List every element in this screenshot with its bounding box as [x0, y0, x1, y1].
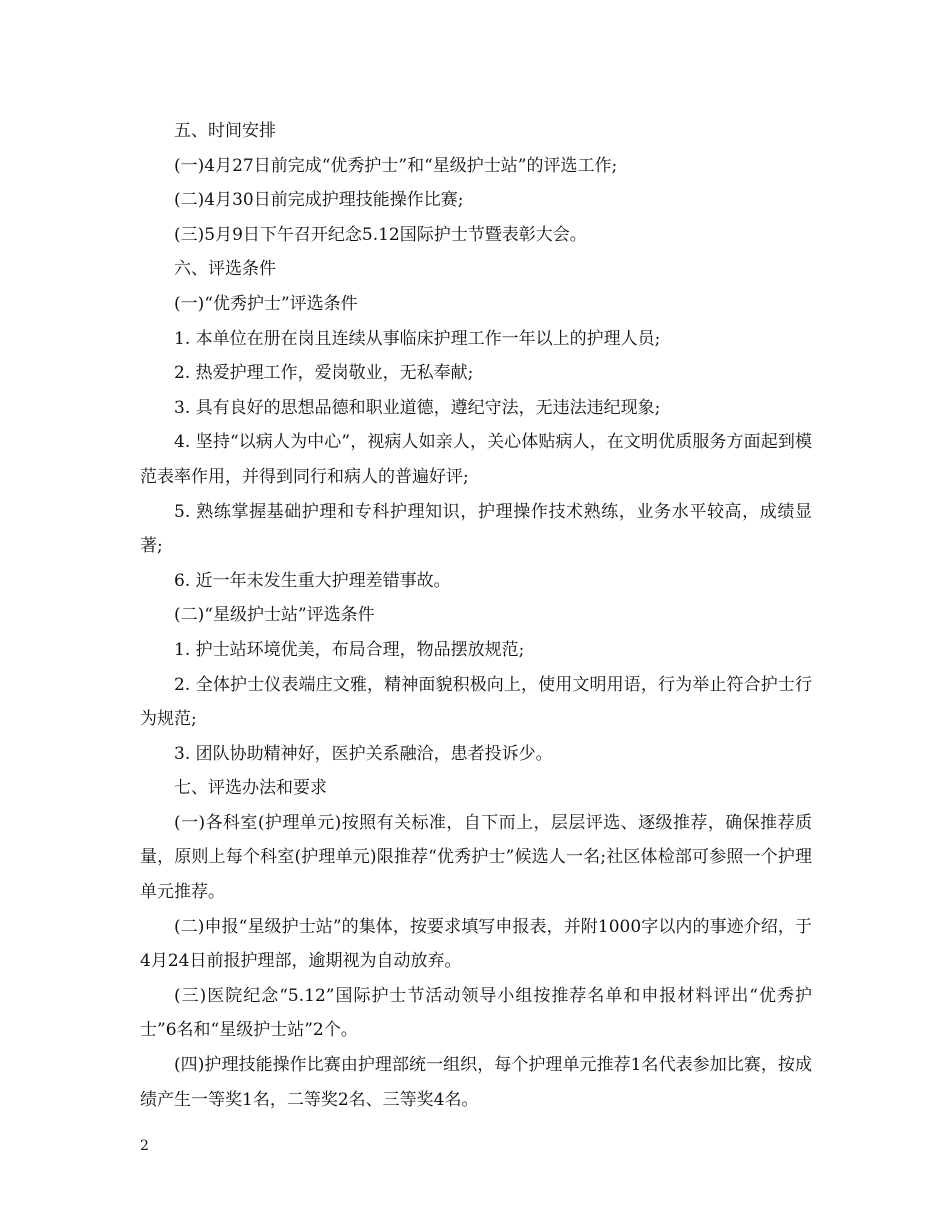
page-number: 2 [140, 1138, 149, 1154]
schedule-item-2: (二)4月30日前完成护理技能操作比赛; [174, 190, 464, 211]
subheading-star-station: (二)“星级护士站”评选条件 [174, 605, 375, 626]
criteria-item: 4. 坚持“以病人为中心”，视病人如亲人，关心体贴病人，在文明优质服务方面起到模范表率作用，并得到同行和病人的普遍好评; [140, 432, 812, 487]
criteria-item: 1. 护士站环境优美，布局合理，物品摆放规范; [174, 639, 525, 660]
section-heading-criteria: 六、评选条件 [174, 259, 276, 280]
criteria-item: 5. 熟练掌握基础护理和专科护理知识，护理操作技术熟练，业务水平较高，成绩显著; [140, 501, 812, 557]
schedule-item-3: (三)5月9日下午召开纪念5.12国际护士节暨表彰大会。 [174, 224, 587, 245]
method-item-2: (二)申报“星级护士站”的集体，按要求填写申报表，并附1000字以内的事迹介绍，于4月24日前报护理部，逾期视为自动放弃。 [140, 916, 812, 972]
document-body [140, 114, 812, 1117]
criteria-item: 2. 热爱护理工作，爱岗敬业，无私奉献; [174, 363, 474, 384]
criteria-item: 1. 本单位在册在岗且连续从事临床护理工作一年以上的护理人员; [174, 328, 661, 349]
schedule-item-1: (一)4月27日前完成“优秀护士”和“星级护士站”的评选工作; [174, 155, 618, 176]
section-heading-methods: 七、评选办法和要求 [174, 778, 327, 799]
subheading-excellent-nurse: (一)“优秀护士”评选条件 [174, 293, 358, 314]
criteria-item: 2. 全体护士仪表端庄文雅，精神面貌积极向上，使用文明用语，行为举止符合护士行为规范; [140, 674, 812, 730]
criteria-item: 6. 近一年未发生重大护理差错事故。 [174, 570, 451, 591]
section-heading-schedule: 五、时间安排 [174, 121, 276, 141]
method-item-4: (四)护理技能操作比赛由护理部统一组织，每个护理单元推荐1名代表参加比赛，按成绩产生一等奖1名，二等奖2名、三等奖4名。 [140, 1055, 812, 1110]
method-item-3: (三)医院纪念“5.12”国际护士节活动领导小组按推荐名单和申报材料评出“优秀护士”6名和“星级护士站”2个。 [140, 985, 812, 1041]
criteria-item: 3. 具有良好的思想品德和职业道德，遵纪守法，无违法违纪现象; [174, 397, 661, 418]
criteria-item: 3. 团队协助精神好，医护关系融洽，患者投诉少。 [174, 743, 553, 764]
method-item-1: (一)各科室(护理单元)按照有关标准，自下而上，层层评选、逐级推荐，确保推荐质量，原则上每个科室(护理单元)限推荐“优秀护士”候选人一名;社区体检部可参照一个护理单元推荐。 [140, 812, 812, 903]
